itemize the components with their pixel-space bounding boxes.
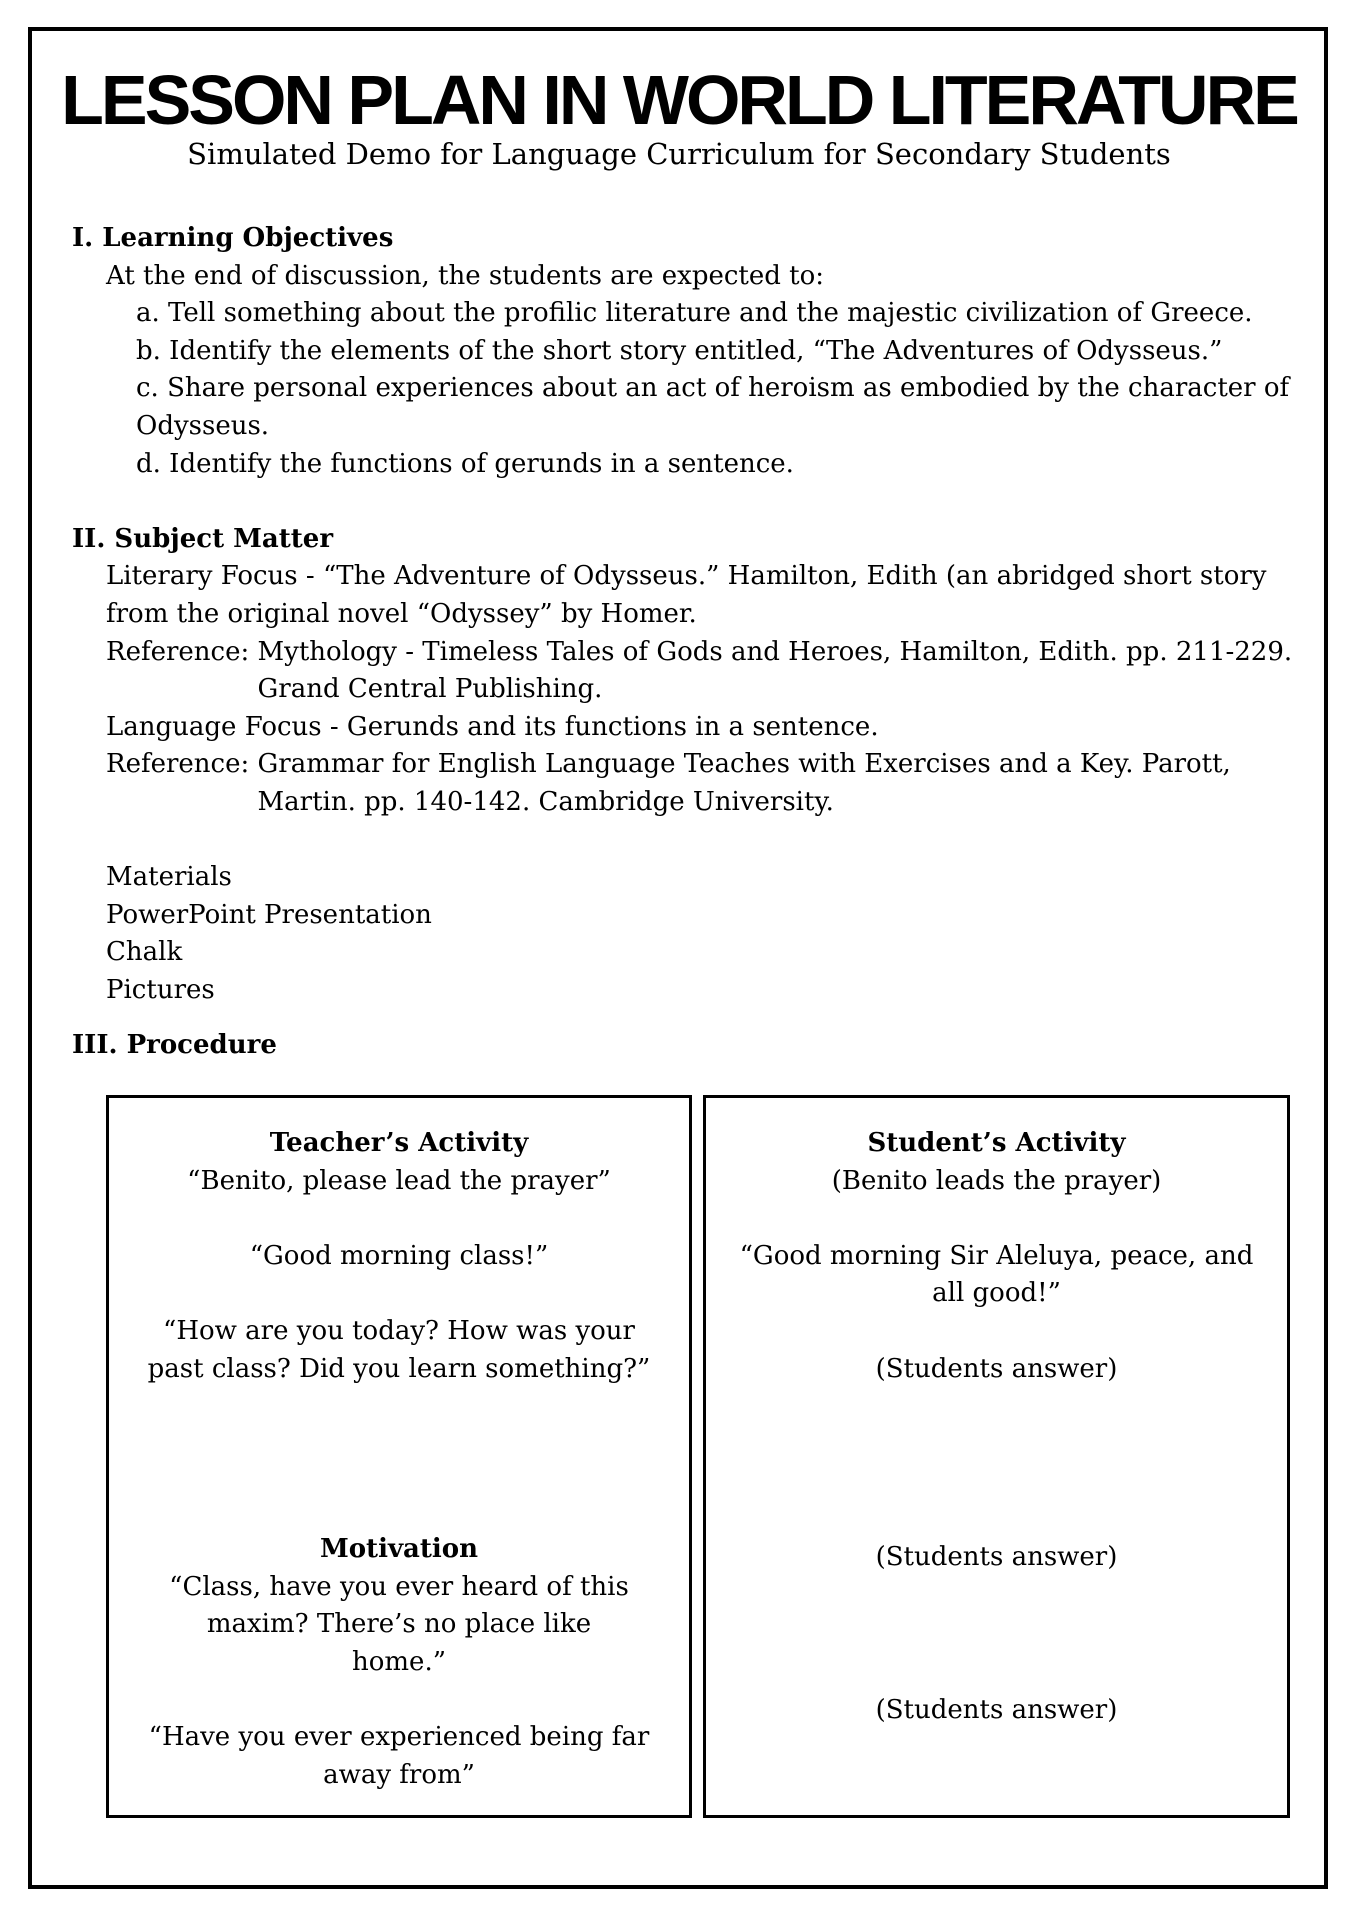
- spacer: [72, 1009, 1322, 1027]
- language-focus: Language Focus - Gerunds and its functions in a sentence.: [106, 711, 879, 742]
- section-heading-objectives: I. Learning Objectives: [72, 223, 394, 253]
- section-heading-subject-matter: II. Subject Matter: [72, 523, 334, 554]
- procedure-table: [106, 1095, 1290, 1818]
- reference-label: Reference:: [106, 636, 258, 667]
- spacer: [72, 822, 1322, 860]
- teacher-far-away-line: “Have you ever experienced being far away from”: [148, 1721, 650, 1790]
- student-answer-line: (Students answer): [875, 1541, 1118, 1572]
- spacer: [133, 1501, 665, 1531]
- objective-item: b. Identify the elements of the short story entitled, “The Adventures of Odysseus.”: [136, 335, 1223, 366]
- teacher-maxim-line: “Class, have you ever heard of this maxim? There’s no place like home.”: [169, 1571, 629, 1677]
- objective-item: d. Identify the functions of gerunds in a sentence.: [136, 448, 794, 479]
- teacher-activity-heading: Teacher’s Activity: [269, 1128, 529, 1158]
- spacer: [730, 1652, 1263, 1692]
- material-item: Chalk: [106, 937, 183, 968]
- spacer: [730, 1577, 1263, 1615]
- reference-text: Mythology - Timeless Tales of Gods and Heroes, Hamilton, Edith. pp. 211-229. Grand Central Publishing.: [257, 636, 1293, 705]
- material-item: PowerPoint Presentation: [106, 899, 432, 930]
- objectives-intro: At the end of discussion, the students are expected to:: [106, 260, 825, 291]
- reference-text: Grammar for English Language Teaches with Exercises and a Key. Parott, Martin. pp. 140-142. Cambridge University.: [257, 749, 1231, 817]
- student-greeting-line: “Good morning Sir Aleluya, peace, and all good!”: [739, 1240, 1254, 1309]
- student-answer-line: (Students answer): [875, 1694, 1118, 1725]
- objectives-list: [72, 295, 1322, 483]
- student-activity-heading: Student’s Activity: [867, 1128, 1126, 1158]
- spacer: [730, 1463, 1263, 1501]
- reference-label: Reference:: [106, 749, 258, 780]
- spacer: [730, 1388, 1263, 1426]
- spacer: [72, 483, 1322, 521]
- literary-focus: Literary Focus - “The Adventure of Odysseus.” Hamilton, Edith (an abridged short story from the original novel “Odyssey” by Homer.: [106, 561, 1267, 629]
- section-heading-procedure: III. Procedure: [72, 1030, 277, 1061]
- reference-row: [72, 634, 1322, 709]
- teacher-greeting-line: “Good morning class!”: [249, 1240, 549, 1271]
- teacher-prayer-line: “Benito, please lead the prayer”: [187, 1165, 611, 1196]
- spacer: [133, 1463, 665, 1501]
- objective-item: a. Tell something about the profilic literature and the majestic civilization of Greece.: [136, 298, 1253, 329]
- student-answer-line: (Students answer): [875, 1353, 1118, 1384]
- material-item: Pictures: [106, 974, 215, 1005]
- objective-item: c. Share personal experiences about an act of heroism as embodied by the character of Odysseus.: [136, 373, 1290, 441]
- teacher-activity-column: [106, 1095, 692, 1818]
- spacer: [730, 1200, 1263, 1238]
- spacer: [730, 1614, 1263, 1652]
- spacer: [133, 1681, 665, 1719]
- teacher-question-line: “How are you today? How was your past class? Did you learn something?”: [147, 1315, 651, 1384]
- motivation-heading: Motivation: [319, 1533, 479, 1564]
- materials-heading: Materials: [106, 862, 232, 893]
- document-subtitle: Simulated Demo for Language Curriculum for Secondary Students: [187, 137, 1171, 171]
- spacer: [133, 1200, 665, 1238]
- student-prayer-line: (Benito leads the prayer): [831, 1165, 1162, 1196]
- reference-row: [72, 746, 1322, 821]
- document-body: [72, 220, 1322, 1065]
- spacer: [133, 1426, 665, 1464]
- student-activity-column: [703, 1095, 1290, 1818]
- document-title: LESSON PLAN IN WORLD LITERATURE: [61, 61, 1297, 139]
- spacer: [133, 1388, 665, 1426]
- spacer: [133, 1275, 665, 1313]
- spacer: [730, 1426, 1263, 1464]
- spacer: [730, 1501, 1263, 1539]
- spacer: [730, 1313, 1263, 1351]
